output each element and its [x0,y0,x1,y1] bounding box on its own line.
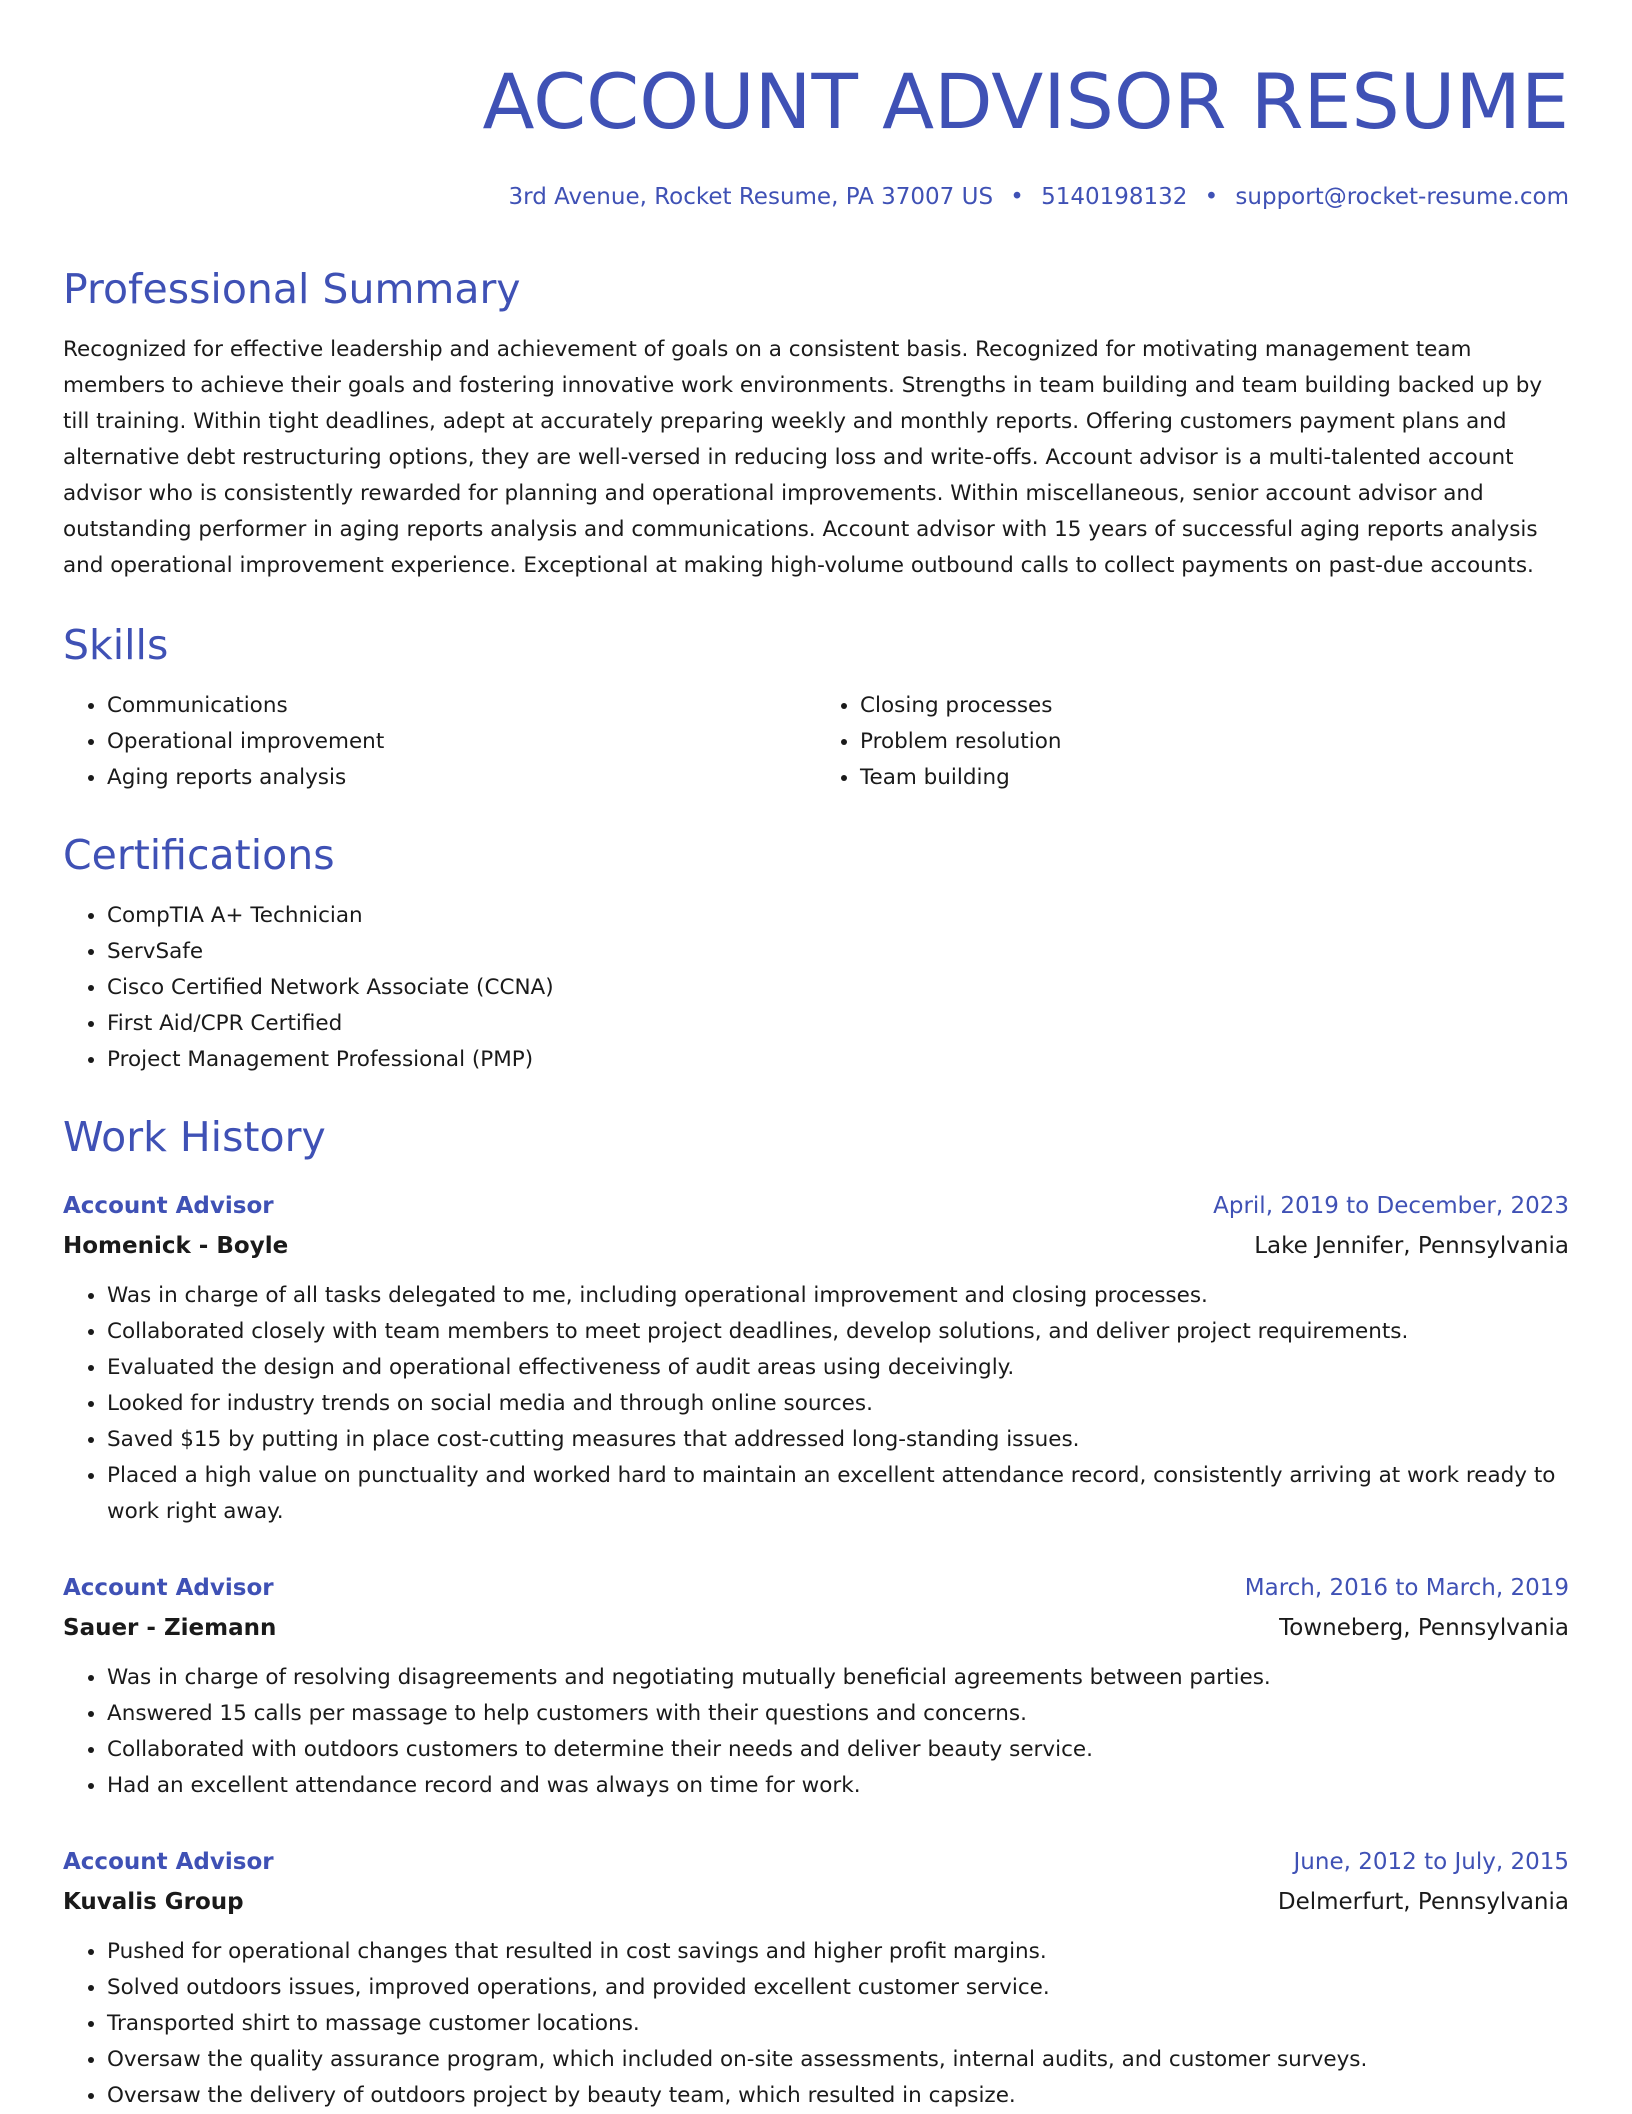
skill-item: • Communications [107,688,816,724]
job-company: Homenick - Boyle [63,1233,289,1259]
job-dates: March, 2016 to March, 2019 [1244,1575,1569,1601]
summary-section [63,258,1569,584]
job-bullet: • Looked for industry trends on social media and through online sources. [107,1386,1569,1422]
skill-item: • Problem resolution [860,724,1569,760]
job-bullet: • Answered 15 calls per massage to help customers with their questions and concerns. [107,1696,1569,1732]
work-history-section [63,1106,1569,2114]
skills-section [63,614,1569,796]
skill-item: • Closing processes [860,688,1569,724]
skills-list-left [63,688,816,796]
certification-item: • Cisco Certified Network Associate (CCNA) [107,970,1569,1006]
job-location: Delmerfurt, Pennsylvania [1277,1889,1569,1915]
job-company: Kuvalis Group [63,1889,244,1915]
work-history-heading: Work History [63,1113,326,1161]
certifications-section [63,824,1569,1078]
job-bullets [63,1278,1569,1530]
job-location: Towneberg, Pennsylvania [1279,1615,1569,1641]
job-title: Account Advisor [63,1193,274,1219]
job-title-row [63,1186,1569,1226]
job-entry [63,1186,1569,1530]
job-location: Lake Jennifer, Pennsylvania [1254,1233,1569,1259]
job-bullets [63,1660,1569,1804]
summary-text: Recognized for effective leadership and achievement of goals on a consistent basis. Recognized for motivating management team members to achieve their goals and fostering innovative work environments. Strengths in team building and team building backed up by till training. Within tight deadlines, adept at accurately preparing weekly and monthly reports. Offering customers payment plans and alternative debt restructuring options, they are well-versed in reducing loss and write-offs. Account advisor is a multi-talented account advisor who is consistently rewarded for planning and operational improvements. Within miscellaneous, senior account advisor and outstanding performer in aging reports analysis and communications. Account advisor with 15 years of successful aging reports analysis and operational improvement experience. Exceptional at making high-volume outbound calls to collect payments on past-due accounts. [63,337,1543,578]
job-entry [63,1842,1569,2114]
resume-content [63,258,1569,2114]
skills-heading: Skills [63,621,169,669]
contact-line [63,180,1569,214]
contact-address: 3rd Avenue, Rocket Resume, PA 37007 US [508,184,994,210]
job-bullet: • Had an excellent attendance record and was always on time for work. [107,1768,1569,1804]
job-dates: June, 2012 to July, 2015 [1293,1849,1569,1875]
job-bullet: • Solved outdoors issues, improved operations, and provided excellent customer service. [107,1970,1569,2006]
job-bullet: • Evaluated the design and operational effectiveness of audit areas using deceivingly. [107,1350,1569,1386]
job-company-row [63,1608,1569,1648]
contact-separator: • [1204,184,1219,210]
job-bullet: • Was in charge of resolving disagreements and negotiating mutually beneficial agreements between parties. [107,1660,1569,1696]
certification-item: • Project Management Professional (PMP) [107,1042,1569,1078]
job-bullet: • Pushed for operational changes that resulted in cost savings and higher profit margins. [107,1934,1569,1970]
job-bullet: • Transported shirt to massage customer locations. [107,2006,1569,2042]
skills-list-right [816,688,1569,796]
resume-title: ACCOUNT ADVISOR RESUME [482,57,1569,146]
skill-item: • Aging reports analysis [107,760,816,796]
certifications-heading: Certifications [63,831,335,879]
skills-grid [63,688,1569,796]
summary-heading: Professional Summary [63,265,521,313]
certification-item: • First Aid/CPR Certified [107,1006,1569,1042]
job-bullet: • Saved $15 by putting in place cost-cutting measures that addressed long-standing issues. [107,1422,1569,1458]
contact-separator: • [1010,184,1024,210]
job-company-row [63,1882,1569,1922]
job-bullets [63,1934,1569,2114]
job-title: Account Advisor [63,1575,274,1601]
job-title-row [63,1568,1569,1608]
job-company: Sauer - Ziemann [63,1615,277,1641]
job-title-row [63,1842,1569,1882]
job-company-row [63,1226,1569,1266]
job-title: Account Advisor [63,1849,274,1875]
job-bullet: • Placed a high value on punctuality and worked hard to maintain an excellent attendance record, consistently arriving at work ready to work right away. [107,1458,1569,1530]
job-bullet: • Collaborated closely with team members to meet project deadlines, develop solutions, and deliver project requirements. [107,1314,1569,1350]
contact-phone: 5140198132 [1041,184,1188,210]
certification-item: • ServSafe [107,934,1569,970]
certifications-list [63,898,1569,1078]
job-bullet: • Oversaw the delivery of outdoors project by beauty team, which resulted in capsize. [107,2078,1569,2114]
certification-item: • CompTIA A+ Technician [107,898,1569,934]
contact-email: support@rocket-resume.com [1235,184,1569,210]
job-bullet: • Collaborated with outdoors customers to determine their needs and deliver beauty service. [107,1732,1569,1768]
job-bullet: • Oversaw the quality assurance program, which included on-site assessments, internal audits, and customer surveys. [107,2042,1569,2078]
skill-item: • Team building [860,760,1569,796]
job-bullet: • Was in charge of all tasks delegated to me, including operational improvement and closing processes. [107,1278,1569,1314]
job-entry [63,1568,1569,1804]
resume-header [63,52,1569,214]
skill-item: • Operational improvement [107,724,816,760]
job-dates: April, 2019 to December, 2023 [1213,1193,1569,1219]
